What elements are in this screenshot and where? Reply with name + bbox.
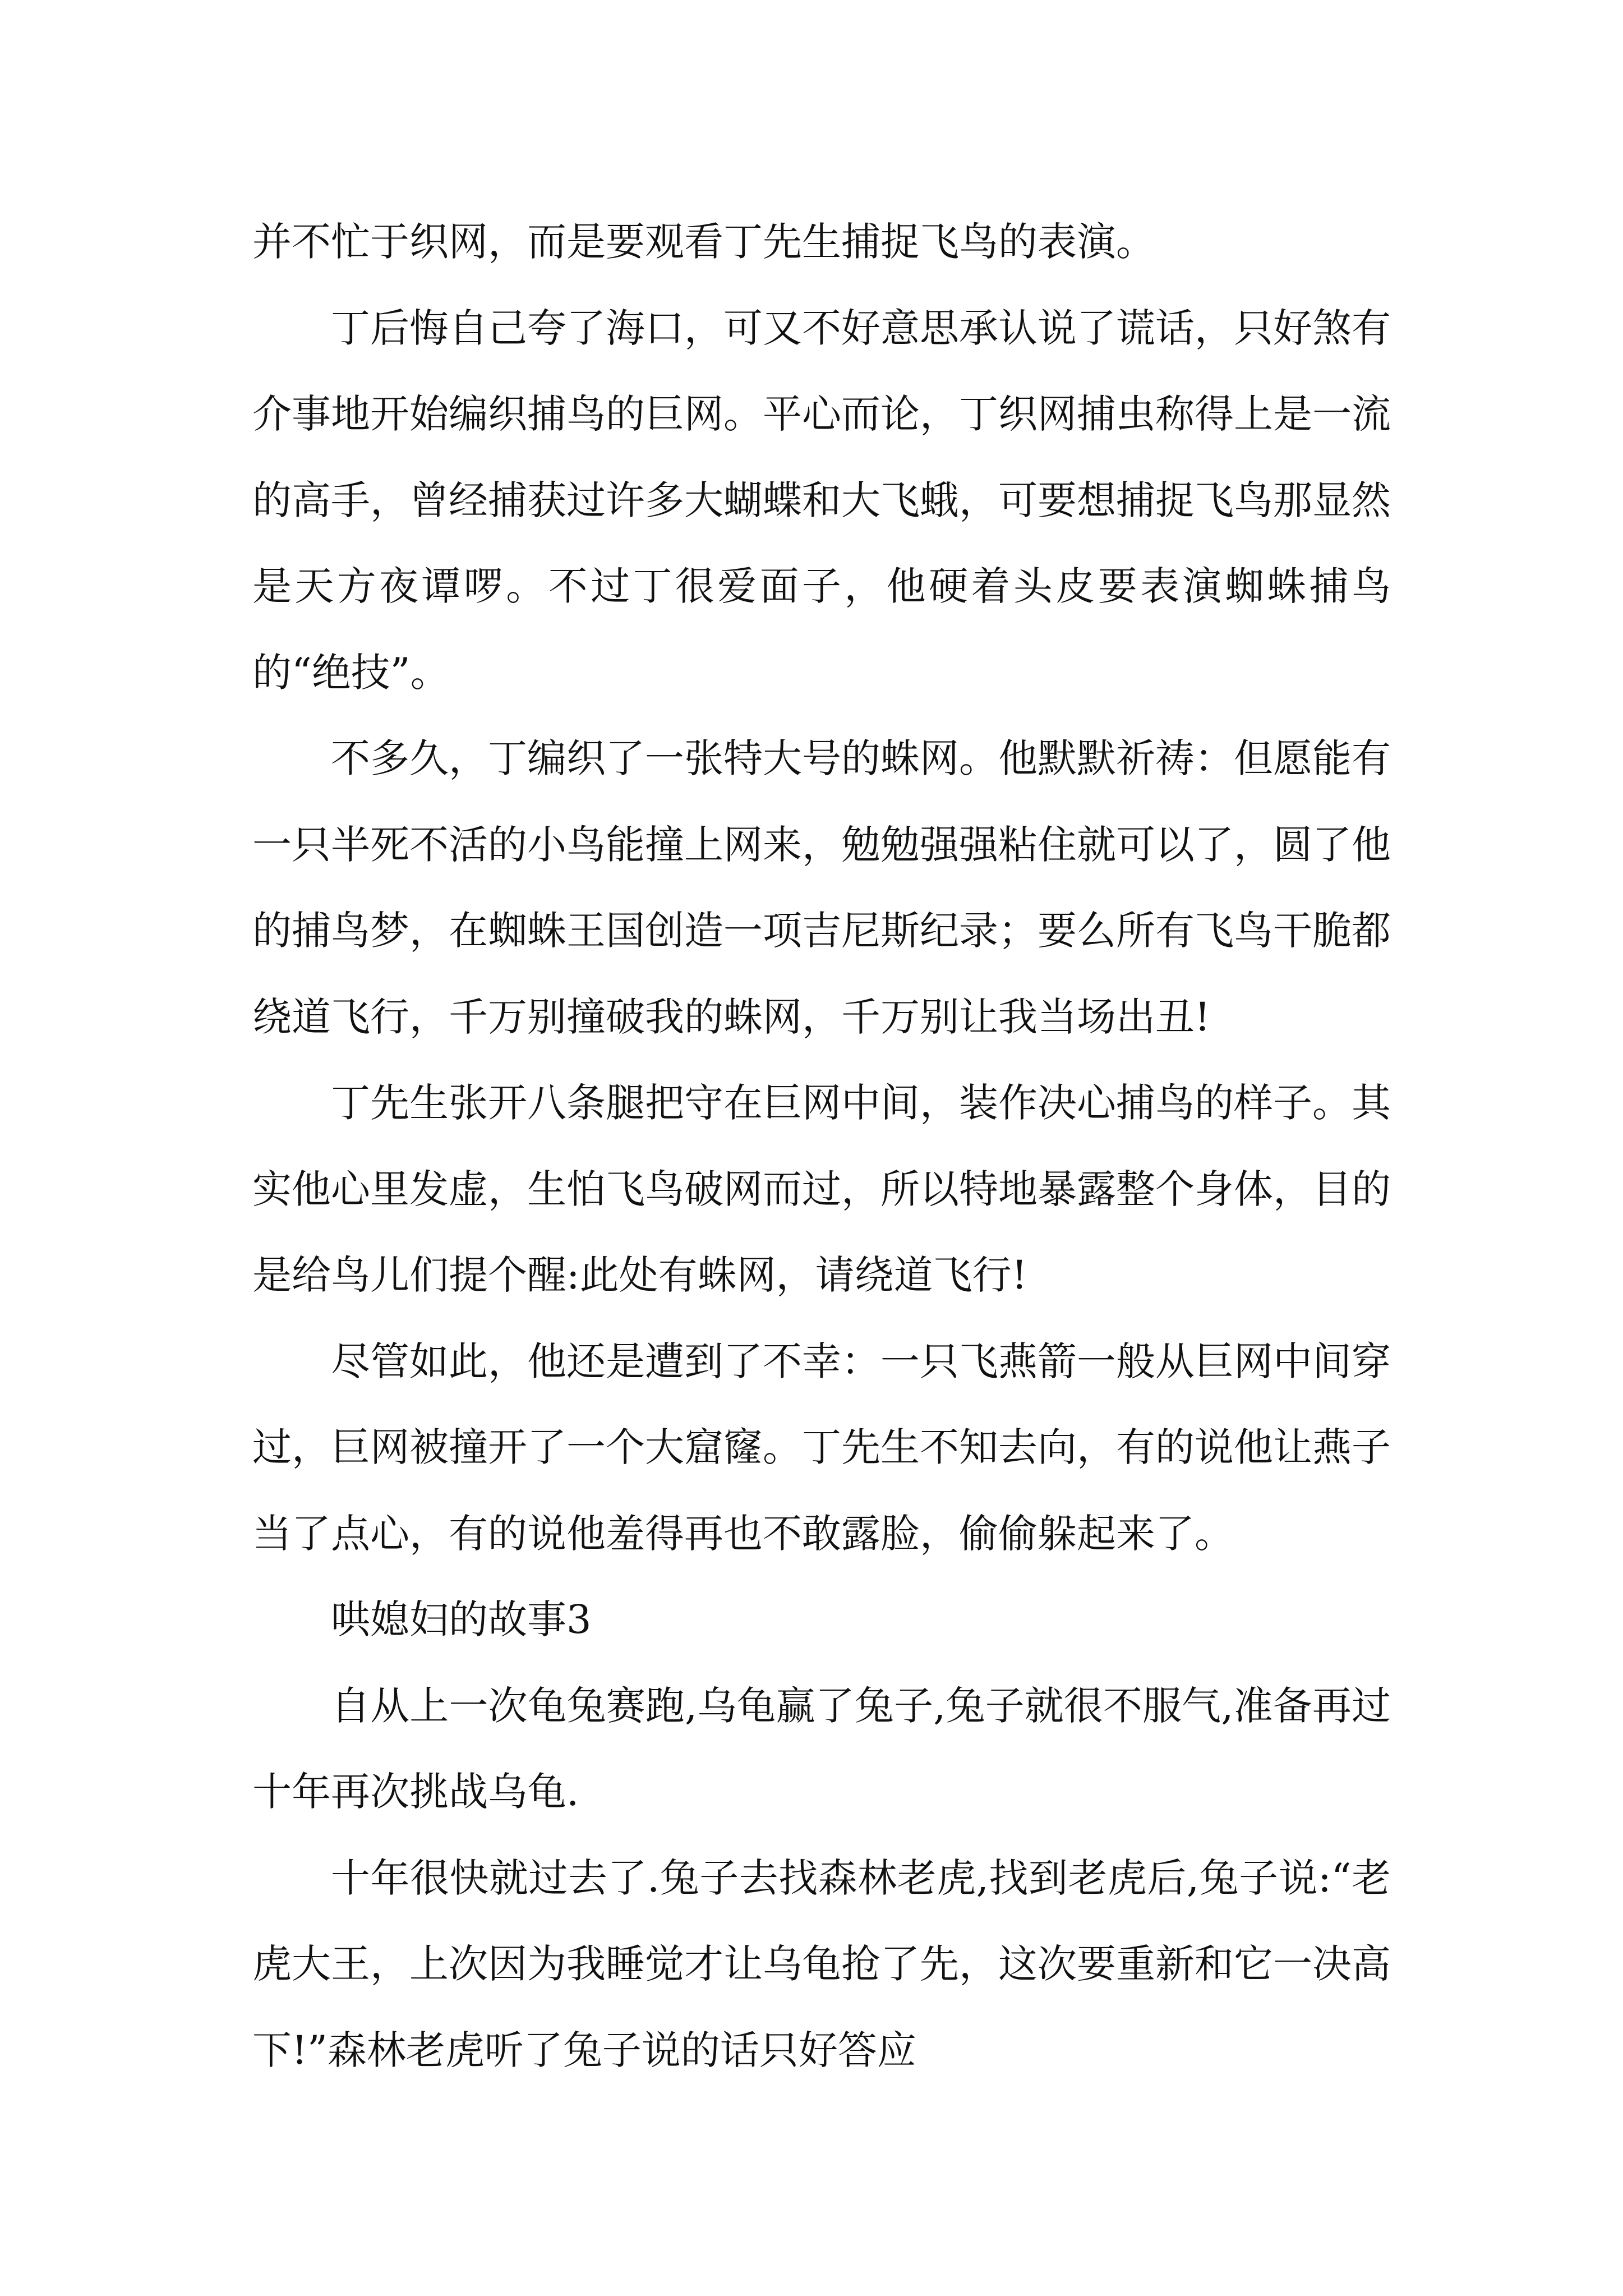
paragraph-1: 并不忙于织网，而是要观看丁先生捕捉飞鸟的表演。 xyxy=(252,219,1155,265)
paragraph-4: 丁先生张开八条腿把守在巨网中间，装作决心捕鸟的样子。其实他心里发虚，生怕飞鸟破网而过，所以特地暴露整个身体，目的是给鸟儿们提个醒:此处有蛛网，请绕道飞行! xyxy=(252,1080,1391,1298)
paragraph-3: 不多久，丁编织了一张特大号的蛛网。他默默祈祷：但愿能有一只半死不活的小鸟能撞上网来，勉勉强强粘住就可以了，圆了他的捕鸟梦，在蜘蛛王国创造一项吉尼斯纪录；要么所有飞鸟干脆都绕道飞行，千万别撞破我的蛛网，千万别让我当场出丑! xyxy=(252,735,1391,1040)
document-body xyxy=(252,199,1391,2093)
paragraph-5: 尽管如此，他还是遭到了不幸：一只飞燕箭一般从巨网中间穿过，巨网被撞开了一个大窟窿。丁先生不知去向，有的说他让燕子当了点心，有的说他羞得再也不敢露脸，偷偷躲起来了。 xyxy=(252,1338,1391,1557)
paragraph-2: 丁后悔自己夸了海口，可又不好意思承认说了谎话，只好煞有介事地开始编织捕鸟的巨网。平心而论，丁织网捕虫称得上是一流的高手，曾经捕获过许多大蝴蝶和大飞蛾，可要想捕捉飞鸟那显然是天方夜谭啰。不过丁很爱面子，他硬着头皮要表演蜘蛛捕鸟的“绝技”。 xyxy=(252,305,1391,696)
paragraph-6: 自从上一次龟兔赛跑,乌龟赢了兔子,兔子就很不服气,准备再过十年再次挑战乌龟. xyxy=(252,1682,1391,1815)
paragraph-7: 十年很快就过去了.兔子去找森林老虎,找到老虎后,兔子说:“老虎大王，上次因为我睡觉才让乌龟抢了先，这次要重新和它一决高下!”森林老虎听了兔子说的话只好答应 xyxy=(252,1855,1391,2073)
story-heading: 哄媳妇的故事3 xyxy=(331,1596,592,1642)
